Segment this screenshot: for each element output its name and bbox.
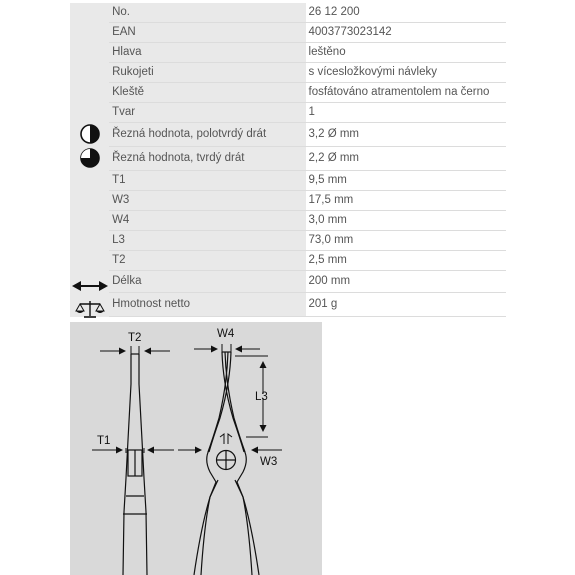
balance-scale-icon (70, 297, 109, 320)
spec-value: 73,0 mm (306, 231, 506, 251)
spec-label: Hlava (109, 43, 305, 63)
spec-row (70, 103, 506, 123)
spec-label: W4 (109, 211, 305, 231)
spec-row (70, 231, 506, 251)
label-t1: T1 (97, 435, 111, 447)
double-arrow-icon (70, 275, 109, 296)
spec-label: Hmotnost netto (109, 293, 305, 317)
spec-label: EAN (109, 23, 305, 43)
spec-row (70, 171, 506, 191)
spec-value: s vícesložkovými návleky (306, 63, 506, 83)
spec-value: 2,2 Ø mm (306, 147, 506, 171)
spec-value: 9,5 mm (306, 171, 506, 191)
spec-row (70, 123, 506, 147)
spec-row (70, 191, 506, 211)
spec-row (70, 63, 506, 83)
spec-value: leštěno (306, 43, 506, 63)
label-w4: W4 (217, 328, 235, 340)
spec-label: Kleště (109, 83, 305, 103)
label-w3: W3 (260, 456, 278, 468)
spec-label: T2 (109, 251, 305, 271)
spec-row (70, 83, 506, 103)
spec-value: 200 mm (306, 271, 506, 293)
spec-value: 201 g (306, 293, 506, 317)
spec-label: W3 (109, 191, 305, 211)
spec-value: 4003773023142 (306, 23, 506, 43)
spec-value: 2,5 mm (306, 251, 506, 271)
spec-row (70, 23, 506, 43)
side-view (123, 354, 147, 575)
spec-label: Tvar (109, 103, 305, 123)
spec-row (70, 43, 506, 63)
spec-label: T1 (109, 171, 305, 191)
spec-label: Rukojeti (109, 63, 305, 83)
spec-row (70, 251, 506, 271)
spec-row (70, 211, 506, 231)
spec-table (70, 3, 506, 317)
spec-row (70, 3, 506, 23)
spec-label: No. (109, 3, 305, 23)
spec-row (70, 271, 506, 293)
spec-value: 3,0 mm (306, 211, 506, 231)
spec-label: Řezná hodnota, polotvrdý drát (109, 123, 305, 147)
three-quarter-circle-icon (70, 146, 109, 169)
spec-label: Řezná hodnota, tvrdý drát (109, 147, 305, 171)
spec-row (70, 293, 506, 317)
label-t2: T2 (128, 332, 142, 344)
spec-label: L3 (109, 231, 305, 251)
label-l3: L3 (255, 391, 268, 403)
technical-drawing (70, 322, 322, 575)
spec-value: 26 12 200 (306, 3, 506, 23)
half-circle-icon (70, 122, 109, 145)
spec-value: 3,2 Ø mm (306, 123, 506, 147)
spec-row (70, 147, 506, 171)
spec-label: Délka (109, 271, 305, 293)
spec-value: 1 (306, 103, 506, 123)
spec-value: fosfátováno atramentolem na černo (306, 83, 506, 103)
spec-value: 17,5 mm (306, 191, 506, 211)
front-view (194, 352, 259, 575)
